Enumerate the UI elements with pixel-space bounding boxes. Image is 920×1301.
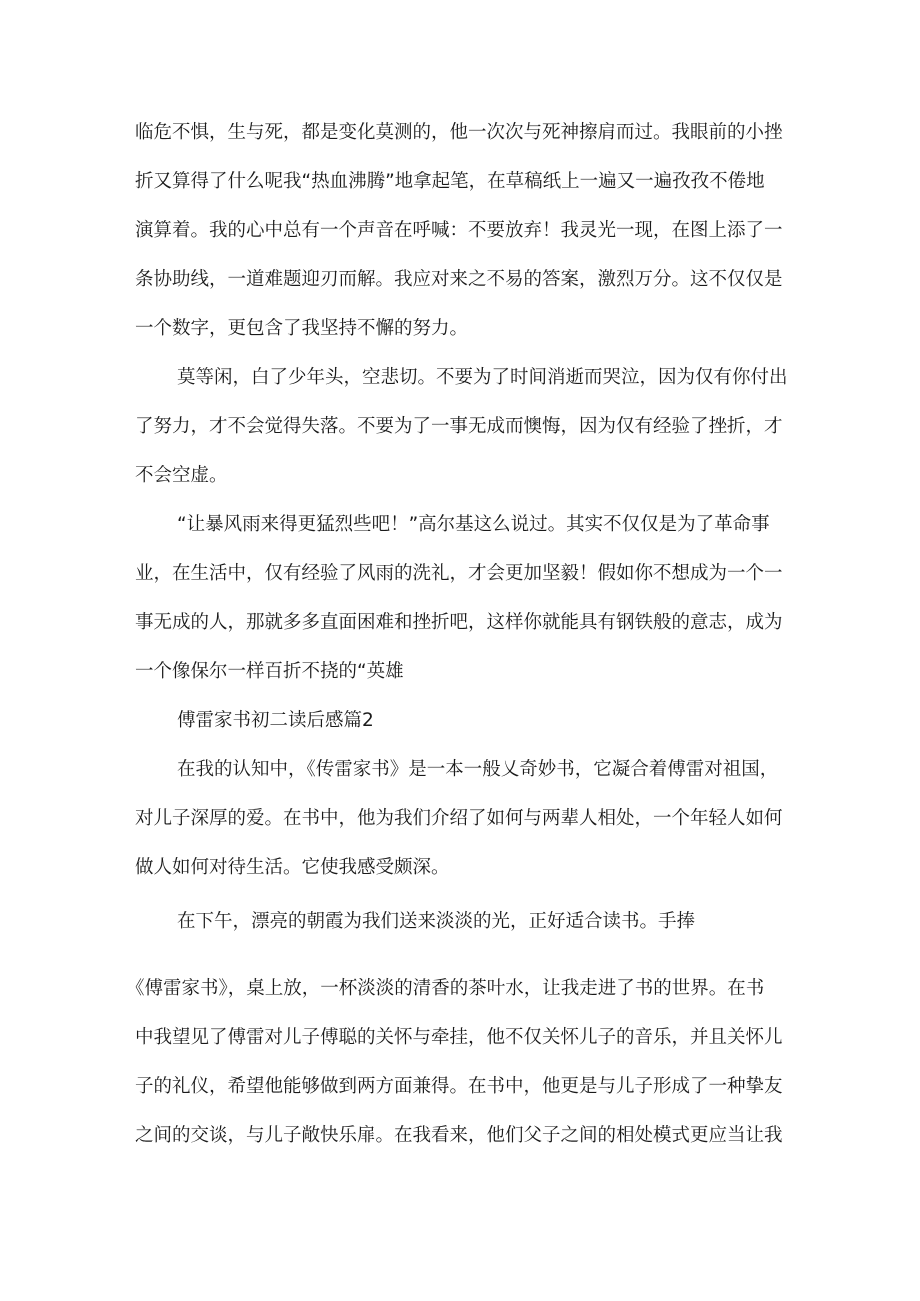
text-line: 子的礼仪，希望他能够做到两方面兼得。在书中，他更是与儿子形成了一种挚友 xyxy=(135,1076,783,1097)
text-line: 做人如何对待生活。它使我感受颇深。 xyxy=(135,857,450,878)
section-heading: 傅雷家书初二读后感篇2 xyxy=(177,710,374,731)
text-line: 业，在生活中，仅有经验了风雨的洗礼，才会更加坚毅！假如你不想成为一个一 xyxy=(135,563,783,584)
text-line: 不会空虚。 xyxy=(135,465,228,486)
text-line: 了努力，才不会觉得失落。不要为了一事无成而懊悔，因为仅有经验了挫折，才 xyxy=(135,416,783,437)
text-line: 演算着。我的心中总有一个声音在呼喊：不要放弃！我灵光一现，在图上添了一 xyxy=(135,220,783,241)
text-line: 临危不惧，生与死，都是变化莫测的，他一次次与死神擦肩而过。我眼前的小挫 xyxy=(135,122,783,143)
text-line: 一个数字，更包含了我坚持不懈的努力。 xyxy=(135,318,469,339)
text-line: 对儿子深厚的爱。在书中，他为我们介绍了如何与两辈人相处，一个年轻人如何 xyxy=(135,808,783,829)
text-line: 一个像保尔一样百折不挠的“英雄 xyxy=(135,661,404,682)
text-line: 条协助线，一道难题迎刃而解。我应对来之不易的答案，激烈万分。这不仅仅是 xyxy=(135,269,783,290)
text-line: 事无成的人，那就多多直面困难和挫折吧，这样你就能具有钢铁般的意志，成为 xyxy=(135,612,783,633)
text-line: 在下午，漂亮的朝霞为我们送来淡淡的光，正好适合读书。手捧 xyxy=(177,911,696,932)
text-line: 《傅雷家书》，桌上放，一杯淡淡的清香的茶叶水，让我走进了书的世界。在书 xyxy=(126,978,765,999)
text-line: 莫等闲，白了少年头，空悲切。不要为了时间消逝而哭泣，因为仅有你付出 xyxy=(177,367,788,388)
text-line: 中我望见了傅雷对儿子傅聪的关怀与牵挂，他不仅关怀儿子的音乐，并且关怀儿 xyxy=(135,1027,783,1048)
text-line: 之间的交谈，与儿子敞快乐扉。在我看来，他们父子之间的相处模式更应当让我 xyxy=(135,1125,783,1146)
text-line: “让暴风雨来得更猛烈些吧！”高尔基这么说过。其实不仅仅是为了革命事 xyxy=(177,514,770,535)
text-line: 折又算得了什么呢我“热血沸腾”地拿起笔，在草稿纸上一遍又一遍孜孜不倦地 xyxy=(135,171,765,192)
text-line: 在我的认知中，《传雷家书》是一本一般乂奇妙书，它凝合着傅雷对祖国， xyxy=(177,759,779,780)
